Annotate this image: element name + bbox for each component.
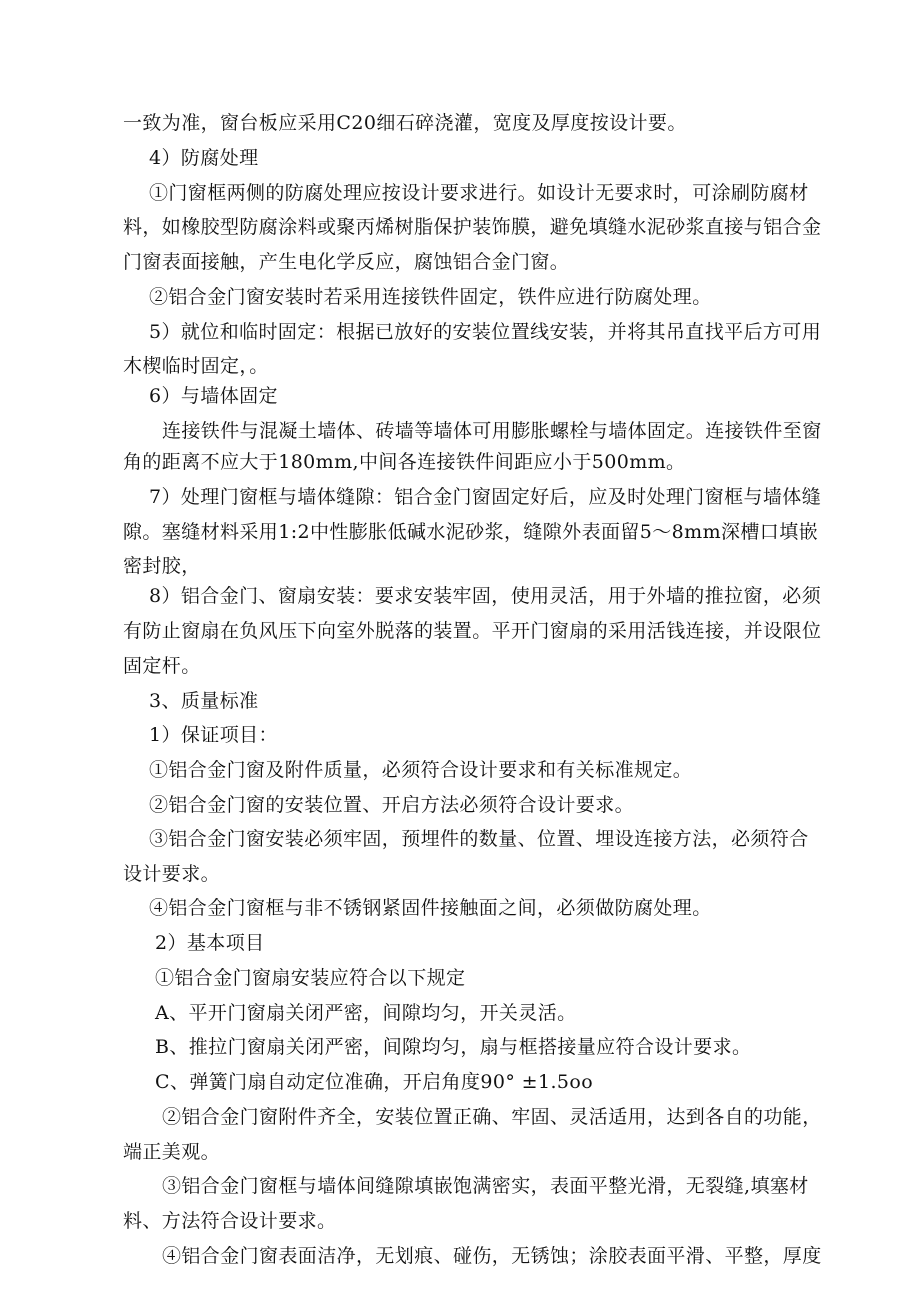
text-line: 7）处理门窗框与墙体缝隙：铝合金门窗固定好后，应及时处理门窗框与墙体缝 [149, 486, 822, 508]
text-line: ④铝合金门窗表面洁净，无划痕、碰伤，无锈蚀；涂胶表面平滑、平整，厚度 [162, 1245, 822, 1267]
text-line: A、平开门窗扇关闭严密，间隙均匀，开关灵活。 [155, 1002, 577, 1024]
section-heading: 4）防腐处理 [149, 147, 259, 169]
text-line: 固定杆。 [123, 655, 201, 677]
text-line: ④铝合金门窗框与非不锈钢紧固件接触面之间，必须做防腐处理。 [149, 897, 712, 919]
text-line: C、弹簧门扇自动定位准确，开启角度90° ±1.5oo [155, 1071, 594, 1093]
text-line: ②铝合金门窗的安装位置、开启方法必须符合设计要求。 [149, 794, 635, 816]
text-line: 料、方法符合设计要求。 [123, 1210, 337, 1232]
text-line: 连接铁件与混凝土墙体、砖墙等墙体可用膨胀螺栓与墙体固定。连接铁件至窗 [162, 420, 822, 442]
text-line: ①门窗框两侧的防腐处理应按设计要求进行。如设计无要求时，可涂刷防腐材 [149, 182, 809, 204]
section-heading: 2）基本项目 [155, 932, 265, 954]
section-heading: 6）与墙体固定 [149, 385, 278, 407]
text-line: ①铝合金门窗扇安装应符合以下规定 [155, 967, 466, 989]
text-line: 有防止窗扇在负风压下向室外脱落的装置。平开门窗扇的采用活钱连接，并设限位 [123, 620, 822, 642]
text-line: B、推拉门窗扇关闭严密，间隙均匀，扇与框搭接量应符合设计要求。 [155, 1036, 752, 1058]
text-line: 隙。塞缝材料采用1:2中性膨胀低碱水泥砂浆，缝隙外表面留5～8mm深槽口填嵌 [123, 521, 818, 543]
text-line: 门窗表面接触，产生电化学反应，腐蚀铝合金门窗。 [123, 251, 570, 273]
text-line: 端正美观。 [123, 1141, 221, 1163]
text-line: 密封胶， [123, 555, 201, 577]
text-line: 一致为准，窗台板应采用C20细石碎浇灌，宽度及厚度按设计要。 [123, 112, 687, 134]
text-line: 角的距离不应大于180mm,中间各连接铁件间距应小于500mm。 [123, 451, 686, 473]
text-line: 设计要求。 [123, 863, 221, 885]
text-line: 8）铝合金门、窗扇安装：要求安装牢固，使用灵活，用于外墙的推拉窗，必须 [149, 585, 822, 607]
section-heading: 3、质量标准 [149, 690, 259, 712]
text-line: 5）就位和临时固定：根据已放好的安装位置线安装，并将其吊直找平后方可用 [149, 321, 822, 343]
text-line: ②铝合金门窗附件齐全，安装位置正确、牢固、灵活适用，达到各自的功能， [162, 1106, 822, 1128]
text-line: ①铝合金门窗及附件质量，必须符合设计要求和有关标准规定。 [149, 759, 693, 781]
text-line: ②铝合金门窗安装时若采用连接铁件固定，铁件应进行防腐处理。 [149, 286, 712, 308]
text-line: 料，如橡胶型防腐涂料或聚丙烯树脂保护装饰膜，避免填缝水泥砂浆直接与铝合金 [123, 216, 822, 238]
text-line: 木楔临时固定，。 [123, 355, 269, 377]
text-line: ③铝合金门窗框与墙体间缝隙填嵌饱满密实，表面平整光滑，无裂缝,填塞材 [162, 1175, 809, 1197]
text-line: ③铝合金门窗安装必须牢固，预埋件的数量、位置、埋设连接方法，必须符合 [149, 828, 809, 850]
section-heading: 1）保证项目： [149, 724, 278, 746]
